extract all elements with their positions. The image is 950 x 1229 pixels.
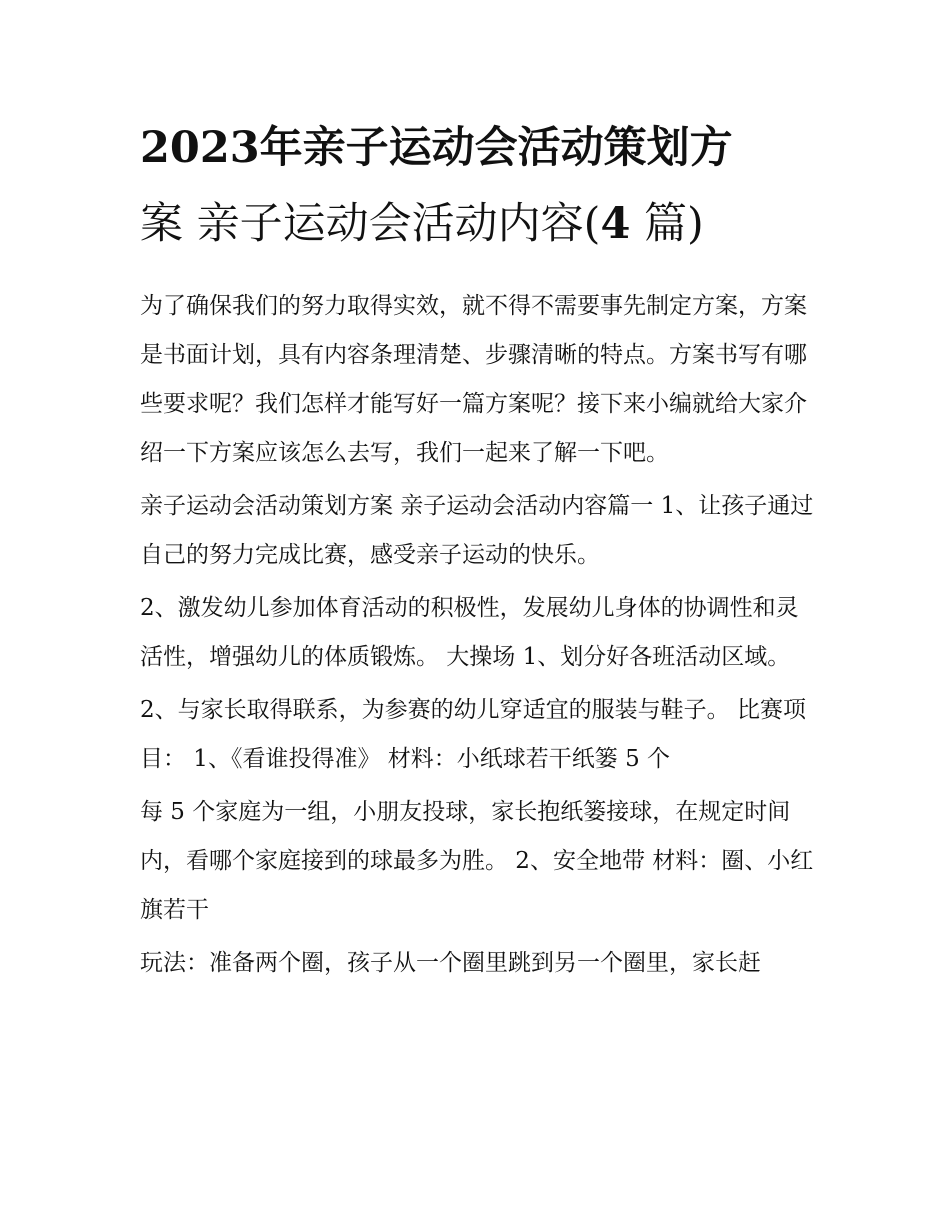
intro-paragraph: 为了确保我们的努力取得实效，就不得不需要事先制定方案，方案是书面计划，具有内容条理清楚、步骤清晰的特点。方案书写有哪些要求呢？我们怎样才能写好一篇方案呢？接下来小编就给大家介绍一下方案应该怎么去写，我们一起来了解一下吧。: [140, 293, 807, 466]
title-line-2: 案 亲子运动会活动内容(: [140, 199, 601, 249]
body-paragraph: 玩法：准备两个圈，孩子从一个圈里跳到另一个圈里，家长赶: [140, 950, 761, 976]
body-paragraph: 2、激发幼儿参加体育活动的积极性，发展幼儿身体的协调性和灵活性，增强幼儿的体质锻炼。 大操场 1、划分好各班活动区域。: [140, 595, 799, 670]
title-line-2-number: 4: [600, 199, 631, 249]
body-paragraph: 2、与家长取得联系，为参赛的幼儿穿适宜的服装与鞋子。 比赛项目： 1、《看谁投得准》 材料：小纸球若干纸篓 5 个: [140, 697, 806, 772]
document-title: [140, 110, 815, 262]
document-body: [140, 110, 815, 992]
body-paragraph: 每 5 个家庭为一组，小朋友投球，家长抱纸篓接球，在规定时间内，看哪个家庭接到的球最多为胜。 2、安全地带 材料：圈、小红旗若干: [140, 799, 814, 923]
title-line-1: 2023年亲子运动会活动策划方: [140, 123, 733, 173]
body-paragraph: 亲子运动会活动策划方案 亲子运动会活动内容篇一 1、让孩子通过自己的努力完成比赛，感受亲子运动的快乐。: [140, 493, 814, 568]
title-line-2-end: 篇): [630, 199, 704, 249]
